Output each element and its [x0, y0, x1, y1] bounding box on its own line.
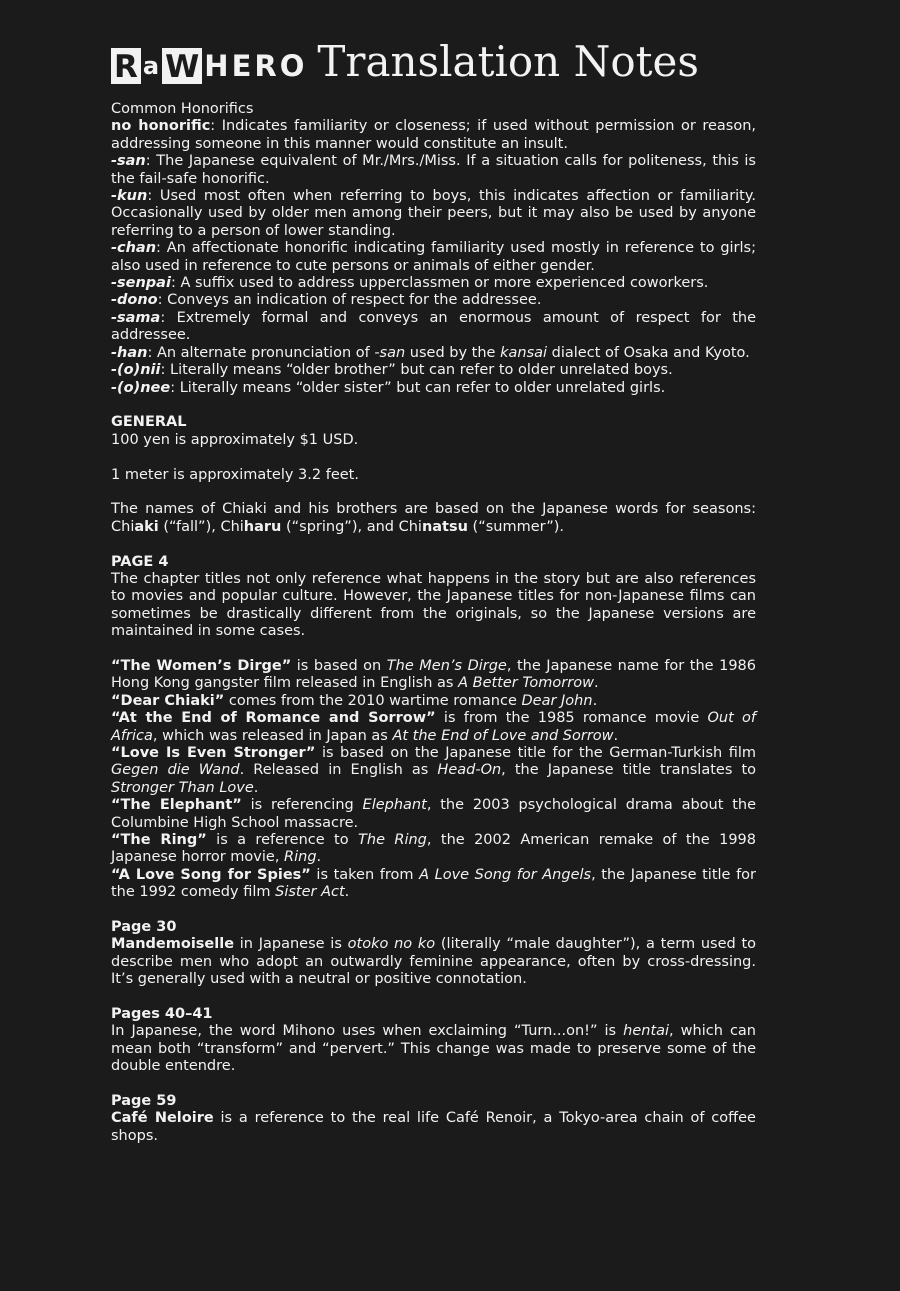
chapter-note-chiaki: “Dear Chiaki” comes from the 2010 wartime romance Dear John. — [111, 692, 598, 709]
chapter-note-dirge: “The Women’s Dirge” is based on The Men’s Dirge, the Japanese name for the 1986 Hong Kong gangster film released in English as A Better Tomorrow. — [111, 657, 756, 692]
logo-letter-r2: R — [254, 49, 278, 83]
page40-note: In Japanese, the word Mihono uses when exclaiming “Turn...on!” is hentai, which can mean both “transform” and “pervert.” This change was made to preserve some of the double entendre. — [111, 1023, 756, 1075]
honorific-entry: no honorific: Indicates familiarity or closeness; if used without permission or reason, addressing someone in this manner would constitute an insult. — [111, 118, 756, 152]
chapter-note-elephant: “The Elephant” is referencing Elephant, the 2003 psychological drama about the Columbine High School massacre. — [111, 797, 757, 831]
honorific-entry: -(o)nee: Literally means “older sister” but can refer to older unrelated girls. — [111, 379, 666, 396]
honorific-entry: -(o)nii: Literally means “older brother” but can refer to older unrelated boys. — [111, 362, 673, 379]
logo-letter-e: E — [231, 49, 253, 83]
rawhero-logo — [111, 46, 307, 84]
page59-note: Café Neloire is a reference to the real life Café Renoir, a Tokyo-area chain of coffee shops. — [111, 1110, 756, 1144]
header — [111, 37, 756, 86]
page-title: Translation Notes — [317, 37, 699, 86]
logo-letter-h: H — [204, 49, 230, 83]
chapter-note-spies: “A Love Song for Spies” is taken from A Love Song for Angels, the Japanese title for the 1992 comedy film Sister Act. — [111, 866, 757, 901]
logo-letter-r: R — [111, 48, 141, 84]
honorific-entry: -dono: Conveys an indication of respect for the addressee. — [111, 292, 542, 309]
logo-letter-o: O — [279, 49, 306, 83]
yen-note: 100 yen is approximately $1 USD. — [111, 431, 359, 448]
page4-intro: The chapter titles not only reference what happens in the story but are also references to movies and popular culture. However, the Japanese titles for non-Japanese films can sometimes be drastically different from the originals, so the Japanese versions are maintained in some cases. — [111, 570, 756, 640]
page40-heading: Pages 40–41 — [111, 1006, 213, 1023]
page4-heading: PAGE 4 — [111, 553, 169, 570]
honorifics-heading: Common Honorifics — [111, 101, 254, 117]
honorific-entry: -kun: Used most often when referring to boys, this indicates affection or familiarity. Occasionally used by older men among their peers, but it may also be used by anyone referring to a person of lower standing. — [111, 188, 756, 239]
chapter-note-stronger: “Love Is Even Stronger” is based on the Japanese title for the German-Turkish film Gegen die Wand. Released in English as Head-On, the Japanese title translates to Stronger Than Love. — [111, 744, 757, 796]
page59-heading: Page 59 — [111, 1093, 177, 1110]
meter-note: 1 meter is approximately 3.2 feet. — [111, 466, 359, 483]
logo-letter-w: W — [162, 48, 202, 84]
honorific-entry: -chan: An affectionate honorific indicating familiarity used mostly in reference to girls; also used in reference to cute persons or animals of either gender. — [111, 240, 756, 274]
translation-notes-page — [111, 37, 757, 1145]
names-note: The names of Chiaki and his brothers are based on the Japanese words for seasons: Chiaki (“fall”), Chiharu (“spring”), and Chinatsu (“summer”). — [111, 501, 756, 535]
chapter-note-ring: “The Ring” is a reference to The Ring, the 2002 American remake of the 1998 Japanese horror movie, Ring. — [111, 831, 756, 866]
honorific-entry: -han: An alternate pronunciation of -san used by the kansai dialect of Osaka and Kyoto. — [111, 344, 750, 361]
logo-letter-a: a — [142, 52, 161, 80]
general-heading: GENERAL — [111, 414, 187, 431]
page30-note: Mandemoiselle in Japanese is otoko no ko (literally “male daughter”), a term used to describe men who adopt an outwardly feminine appearance, often by cross-dressing. It’s generally used with a neutral or positive connotation. — [111, 936, 756, 988]
notes-body — [111, 101, 756, 1145]
page30-heading: Page 30 — [111, 919, 177, 935]
honorific-entry: -san: The Japanese equivalent of Mr./Mrs./Miss. If a situation calls for politeness, this is the fail-safe honorific. — [111, 153, 756, 187]
honorific-entry: -sama: Extremely formal and conveys an enormous amount of respect for the addressee. — [111, 309, 756, 344]
honorific-entry: -senpai: A suffix used to address upperclassmen or more experienced coworkers. — [111, 275, 709, 292]
chapter-note-romance: “At the End of Romance and Sorrow” is from the 1985 romance movie Out of Africa, which was released in Japan as At the End of Love and Sorrow. — [111, 710, 756, 744]
